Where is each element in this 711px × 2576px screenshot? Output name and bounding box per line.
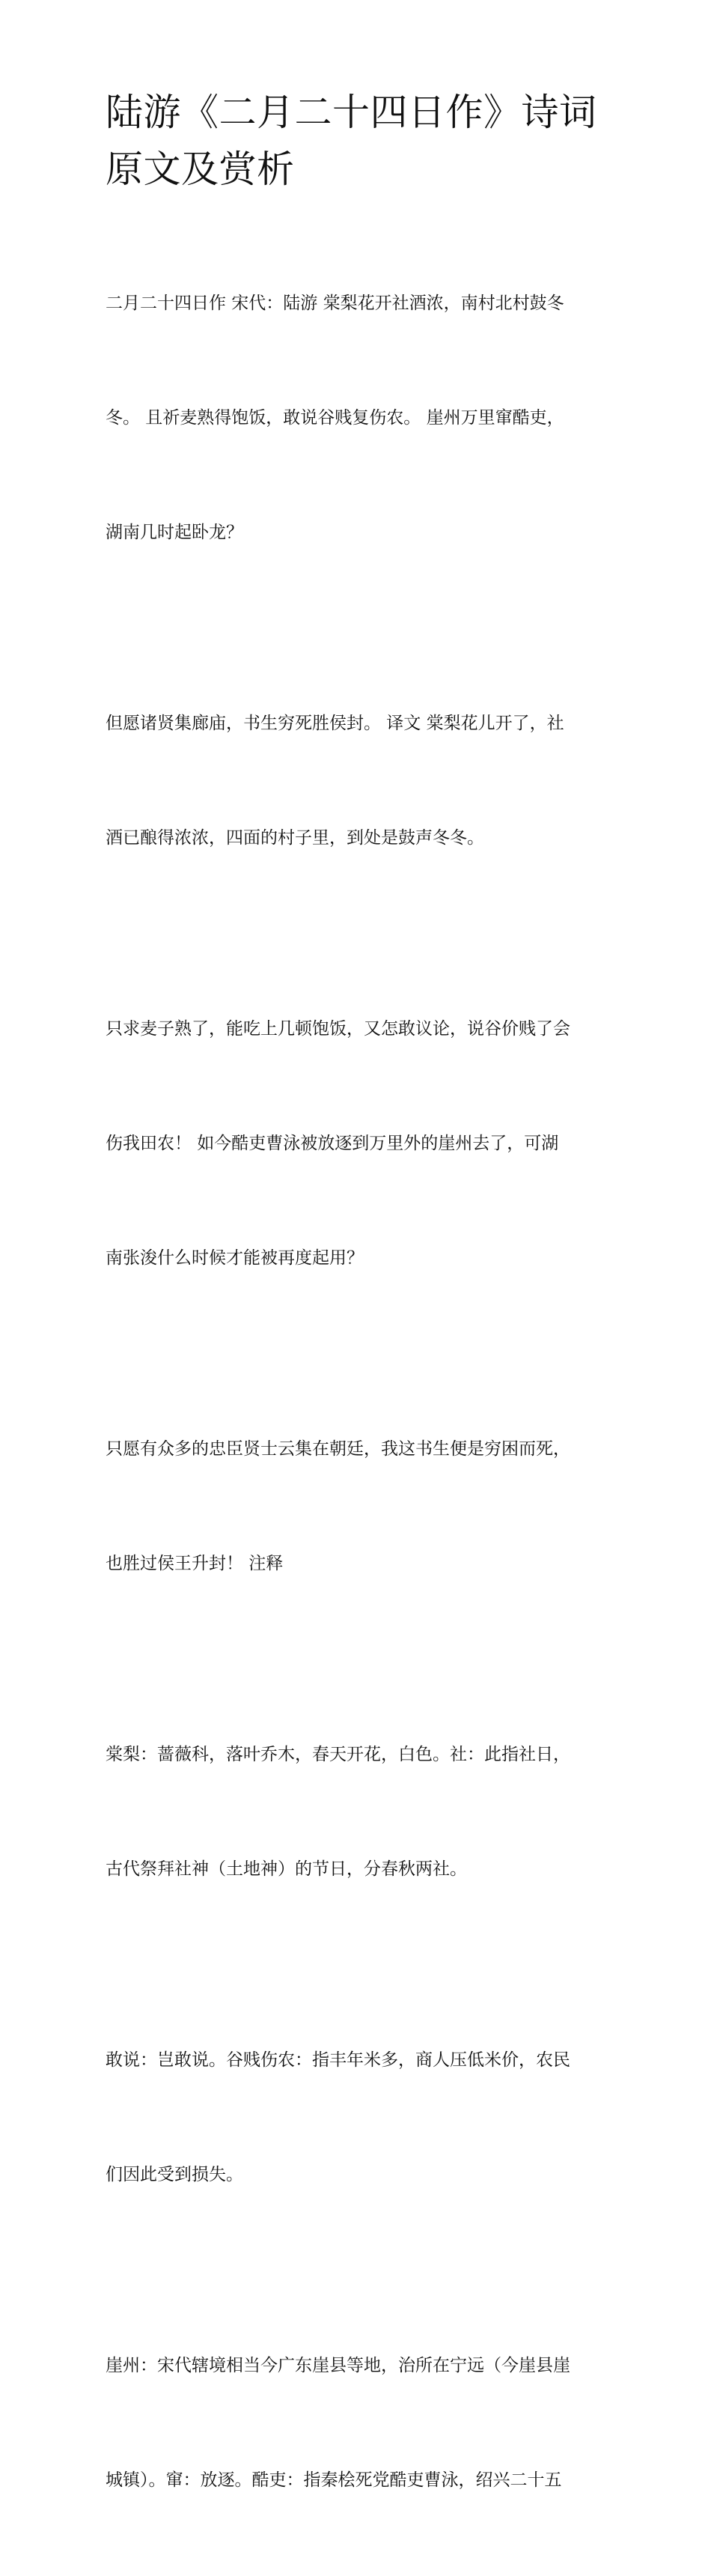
title-line-1: 陆游《二月二十四日作》诗词 [106,91,597,134]
text-line: 伤我田农！ 如今酷吏曹泳被放逐到万里外的崖州去了，可湖 [106,1134,559,1153]
paragraph-note-2 [106,1965,614,2270]
text-line: 酒已酿得浓浓，四面的村子里，到处是鼓声冬冬。 [106,828,484,848]
text-line: 只愿有众多的忠臣贤士云集在朝廷，我这书生便是穷困而死， [106,1439,570,1459]
paragraph-translation-1 [106,628,614,934]
title-line-2: 原文及赏析 [106,148,295,191]
document-body [106,208,614,2576]
text-line: 敢说：岂敢说。谷贱伤农：指丰年米多，商人压低米价，农民 [106,2050,570,2070]
text-line: 崖州：宋代辖境相当今广东崖县等地，治所在宁远（今崖县崖 [106,2356,570,2375]
text-line: 冬。 且祈麦熟得饱饭，敢说谷贱复伤农。 崖州万里窜酷吏， [106,408,564,428]
paragraph-translation-2 [106,934,614,1354]
text-line: 二月二十四日作 宋代：陆游 棠梨花开社酒浓，南村北村鼓冬 [106,294,564,313]
text-line: 但愿诸贤集廊庙，书生穷死胜侯封。 译文 棠梨花儿开了，社 [106,714,564,733]
text-line: 也胜过侯王升封！ 注释 [106,1554,284,1573]
paragraph-poem [106,208,614,628]
text-line: 古代祭拜社神（土地神）的节日，分春秋两社。 [106,1859,467,1879]
text-line: 们因此受到损失。 [106,2165,243,2184]
text-line: 湖南几时起卧龙？ [106,523,243,542]
text-line: 只求麦子熟了，能吃上几顿饱饭，又怎敢议论，说谷价贱了会 [106,1019,570,1039]
text-line: 城镇）。窜：放逐。酷吏：指秦桧死党酷吏曹泳，绍兴二十五 [106,2470,562,2490]
document-title [106,84,614,198]
text-line: 南张浚什么时候才能被再度起用？ [106,1248,364,1268]
paragraph-note-1 [106,1659,614,1965]
text-line: 棠梨：蔷薇科，落叶乔木，春天开花，白色。社：此指社日， [106,1745,570,1764]
paragraph-note-3 [106,2270,614,2576]
paragraph-translation-3 [106,1354,614,1659]
